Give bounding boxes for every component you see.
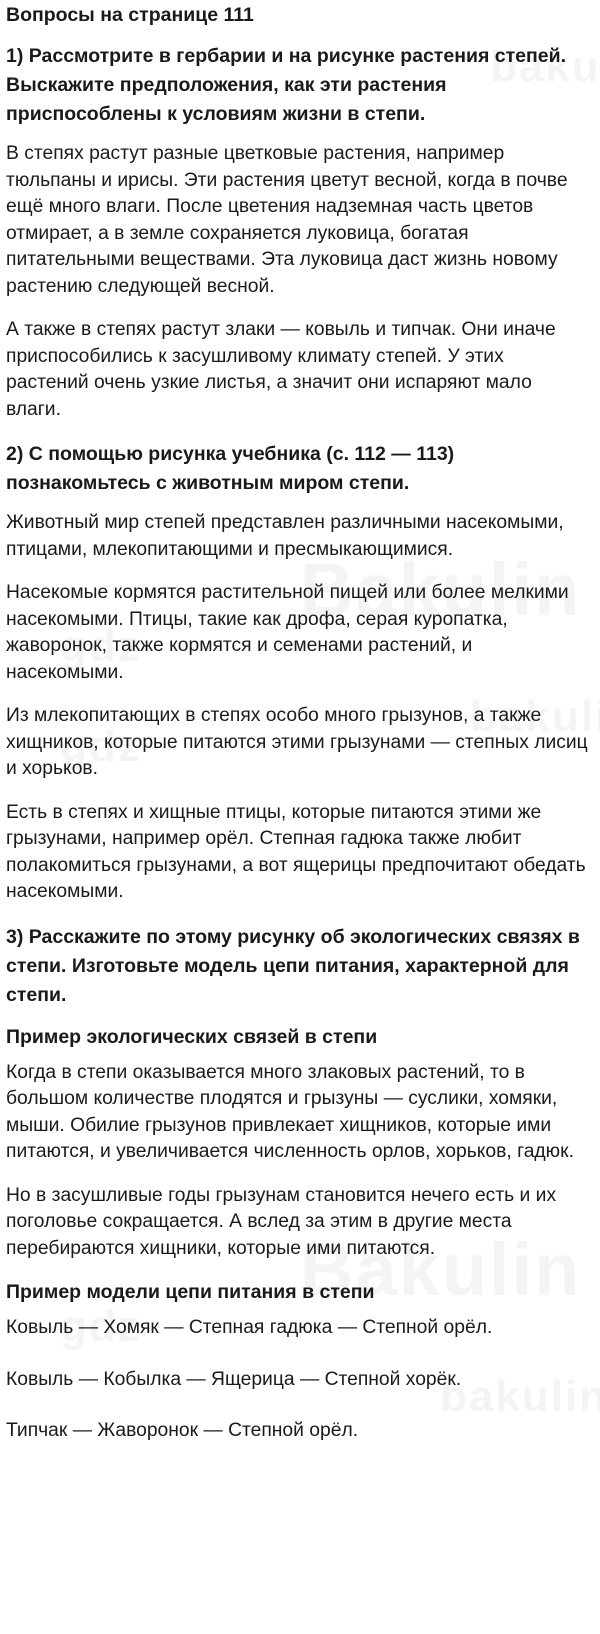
answer-paragraph: Из млекопитающих в степях особо много грызунов, а также хищников, которые питаются этими грызунами — степных лисиц и хорьков.	[6, 705, 588, 779]
food-chain-item: Ковыль — Кобылка — Ящерица — Степной хорёк.	[6, 1368, 462, 1390]
answer-paragraph: Но в засушливые годы грызунам становится нечего есть и их поголовье сокращается. А вслед за этим в другие места перебираются хищники, которые ими питаются.	[6, 1184, 557, 1259]
subheading-ecological-links: Пример экологических связей в степи	[6, 1025, 378, 1048]
subheading-food-chain: Пример модели цепи питания в степи	[6, 1281, 375, 1303]
food-chain-item: Ковыль — Хомяк — Степная гадюка — Степной орёл.	[6, 1317, 493, 1338]
question-2: 2) С помощью рисунка учебника (с. 112 — 113) познакомьтесь с животным миром степи.	[6, 443, 455, 494]
answer-paragraph: В степях растут разные цветковые растения, например тюльпаны и ирисы. Эти растения цветут весной, когда в почве ещё много влаги. После цветения надземная часть цветов отмирает, а в земле сохраняется луковица, богатая питательными веществами. Эта луковица даст жизнь новому растению следующей весной.	[6, 143, 568, 297]
document-body	[0, 2, 600, 1445]
food-chain-item: Типчак — Жаворонок — Степной орёл.	[6, 1420, 359, 1441]
page-title: Вопросы на странице 111	[6, 4, 254, 26]
answer-paragraph: Животный мир степей представлен различными насекомыми, птицами, млекопитающими и пресмыкающимися.	[6, 512, 564, 560]
answer-paragraph: Насекомые кормятся растительной пищей или более мелкими насекомыми. Птицы, такие как дрофа, серая куропатка, жаворонок, также кормятся и семенами растений, и насекомыми.	[6, 582, 569, 683]
question-3: 3) Расскажите по этому рисунку об экологических связях в степи. Изготовьте модель цепи питания, характерной для степи.	[6, 925, 580, 1006]
question-1: 1) Рассмотрите в гербарии и на рисунке растения степей. Выскажите предположения, как эти растения приспособлены к условиям жизни в степи.	[6, 45, 567, 125]
answer-paragraph: Есть в степях и хищные птицы, которые питаются этими же грызунами, например орёл. Степная гадюка также любит полакомиться грызунами, а вот ящерицы предпочитают обедать насекомыми.	[6, 801, 586, 902]
answer-paragraph: А также в степях растут злаки — ковыль и типчак. Они иначе приспособились к засушливому климату степей. У этих растений очень узкие листья, а значит они испаряют мало влаги.	[6, 319, 556, 420]
answer-paragraph: Когда в степи оказывается много злаковых растений, то в большом количестве плодятся и грызуны — суслики, хомяки, мыши. Обилие грызунов привлекает хищников, которые ими питаются, и увеличивается численность орлов, хорьков, гадюк.	[6, 1061, 574, 1162]
